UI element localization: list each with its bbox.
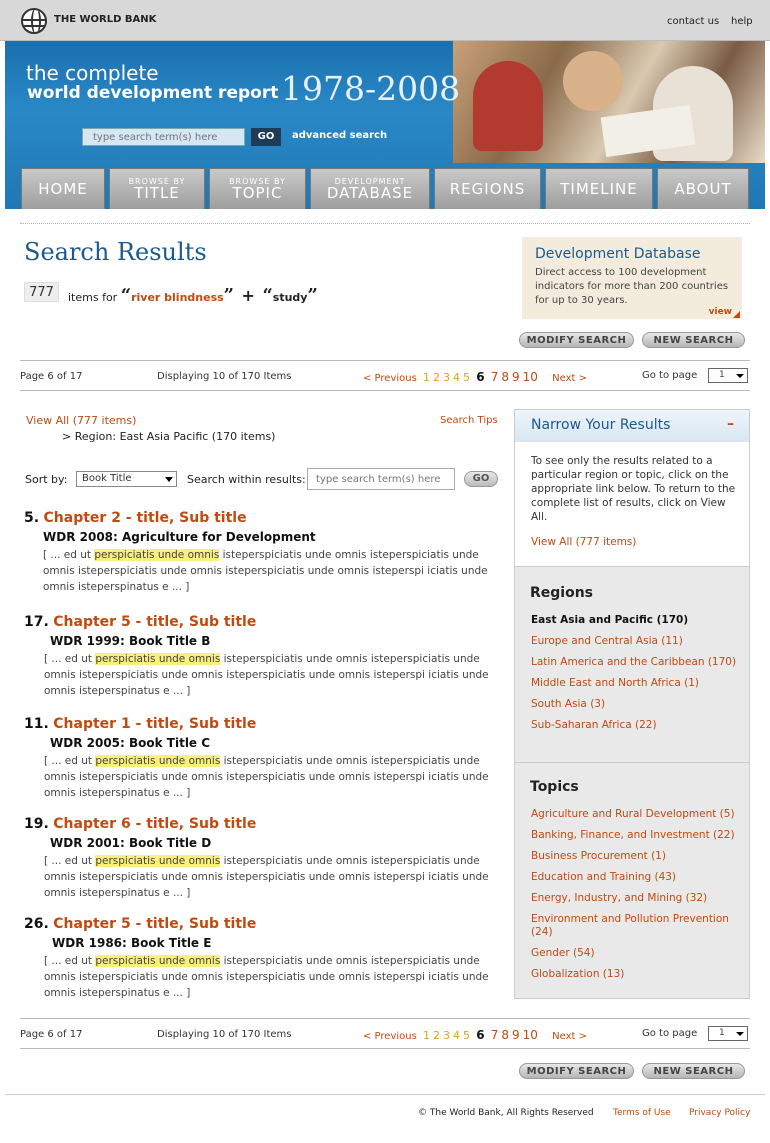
page-link[interactable]: 10 <box>522 370 538 384</box>
promo-view-link[interactable]: view <box>708 307 732 317</box>
region-link[interactable]: Middle East and North Africa (1) <box>531 677 699 689</box>
topic-link[interactable]: Business Procurement (1) <box>531 850 666 862</box>
tab-label: ABOUT <box>674 180 732 198</box>
divider <box>5 1094 765 1095</box>
result-snippet <box>44 853 499 901</box>
quote-close: ” <box>223 285 235 306</box>
page-link[interactable]: 5 <box>463 1029 471 1042</box>
result-item <box>24 916 499 1001</box>
privacy-policy-link[interactable]: Privacy Policy <box>689 1108 751 1118</box>
narrow-header[interactable] <box>515 410 749 442</box>
snippet-text: isteperspiciatis unde omnis isteperspiciatis unde omnis isteperspiciatis unde omnis isteperspiciatis unde omnis isteperspi iciatis unde omnis isteperspinatus e ... ] <box>43 549 488 593</box>
tab-label: TOPIC <box>232 184 283 202</box>
site-years: 1978-2008 <box>281 69 461 108</box>
result-book-title: WDR 1986: Book Title E <box>52 936 212 950</box>
snippet-text: isteperspiciatis unde omnis isteperspiciatis unde omnis isteperspiciatis unde omnis isteperspiciatis unde omnis isteperspi iciatis unde omnis isteperspinatus e ... ] <box>44 955 489 999</box>
display-info: Displaying 10 of 170 Items <box>157 1029 292 1040</box>
narrow-intro <box>515 442 749 566</box>
result-snippet <box>44 953 499 1001</box>
narrow-instructions: To see only the results related to a particular region or topic, click on the appropriate link below. To return to the complete list of results, click on View All. <box>531 455 736 523</box>
quote-close: ” <box>307 285 318 306</box>
search-within-input[interactable] <box>307 468 455 490</box>
result-snippet <box>43 547 499 595</box>
topic-link[interactable]: Gender (54) <box>531 947 595 959</box>
result-item <box>24 510 499 595</box>
result-item <box>24 614 499 699</box>
page-link[interactable]: 1 <box>423 1029 431 1042</box>
divider <box>20 223 750 224</box>
main-nav <box>5 168 765 209</box>
topic-link[interactable]: Energy, Industry, and Mining (32) <box>531 892 708 904</box>
brand-name[interactable]: THE WORLD BANK <box>54 14 157 25</box>
prev-page-link[interactable]: < Previous <box>363 1031 417 1042</box>
region-link[interactable]: East Asia and Pacific (170) <box>531 614 689 626</box>
top-bar <box>0 0 770 41</box>
page-link[interactable]: 7 <box>490 370 499 384</box>
result-book-title: WDR 1999: Book Title B <box>50 634 211 648</box>
regions-list <box>531 614 741 740</box>
region-link[interactable]: Sub-Saharan Africa (22) <box>531 719 657 731</box>
result-title-link[interactable]: Chapter 6 - title, Sub title <box>53 816 257 832</box>
divider <box>20 360 750 361</box>
narrow-title: Narrow Your Results <box>531 417 671 433</box>
page-info: Page 6 of 17 <box>20 371 83 382</box>
goto-page-label: Go to page <box>642 370 698 381</box>
result-title-link[interactable]: Chapter 1 - title, Sub title <box>53 716 257 732</box>
items-for-label: items for <box>68 291 118 304</box>
page-link[interactable]: 3 <box>443 371 451 384</box>
page-link[interactable]: 1 <box>423 371 431 384</box>
tab-label: TITLE <box>134 184 180 202</box>
pagination <box>363 370 590 384</box>
page-link[interactable]: 8 <box>501 1028 510 1042</box>
region-link[interactable]: Latin America and the Caribbean (170) <box>531 656 737 668</box>
sort-select[interactable]: Book Title <box>76 471 177 487</box>
snippet-text: [ ... ed ut <box>43 549 95 561</box>
page-link[interactable]: 2 <box>433 1029 441 1042</box>
result-title-link[interactable]: Chapter 5 - title, Sub title <box>53 614 257 630</box>
world-bank-logo-icon[interactable] <box>21 8 47 34</box>
new-search-button[interactable]: NEW SEARCH <box>642 332 745 348</box>
copyright-text: © The World Bank, All Rights Reserved <box>418 1108 594 1118</box>
result-number: 5. <box>24 510 40 526</box>
quote-open: “ <box>120 285 132 306</box>
result-title-link[interactable]: Chapter 2 - title, Sub title <box>43 510 247 526</box>
query-summary <box>68 285 318 306</box>
snippet-highlight: perspiciatis unde omnis <box>95 755 221 767</box>
goto-page-select[interactable]: 1 <box>708 1026 748 1041</box>
snippet-highlight: perspiciatis unde omnis <box>94 549 220 561</box>
tab-timeline[interactable] <box>545 168 653 209</box>
search-go-button[interactable]: GO <box>251 128 281 146</box>
promo-text: Direct access to 100 development indicators for more than 200 countries for up to 30 years. <box>535 267 729 306</box>
next-page-link[interactable]: Next > <box>552 373 587 384</box>
site-title-line2: world development report <box>27 83 279 103</box>
goto-page-label: Go to page <box>642 1028 698 1039</box>
page-title: Search Results <box>24 238 207 266</box>
result-snippet <box>44 753 499 801</box>
next-page-link[interactable]: Next > <box>552 1031 587 1042</box>
snippet-text: [ ... ed ut <box>44 955 96 967</box>
region-link[interactable]: South Asia (3) <box>531 698 606 710</box>
page-link[interactable]: 9 <box>512 370 520 384</box>
snippet-text: [ ... ed ut <box>44 755 96 767</box>
tab-label: HOME <box>38 180 88 198</box>
topics-heading: Topics <box>530 779 579 795</box>
regions-heading: Regions <box>530 585 594 601</box>
narrow-results-sidebar <box>514 409 750 999</box>
plus-sign: + <box>241 286 255 305</box>
keyword-1: river blindness <box>131 291 224 304</box>
topic-link[interactable]: Banking, Finance, and Investment (22) <box>531 829 735 841</box>
divider <box>20 1048 750 1049</box>
collapse-icon[interactable]: – <box>727 416 734 432</box>
divider <box>20 390 750 391</box>
divider <box>515 566 749 567</box>
result-number: 26. <box>24 916 49 932</box>
pagination <box>363 1028 590 1042</box>
page-link[interactable]: 4 <box>453 371 461 384</box>
corner-arrow-icon <box>733 311 740 318</box>
region-link[interactable]: Europe and Central Asia (11) <box>531 635 683 647</box>
page-info: Page 6 of 17 <box>20 1029 83 1040</box>
result-book-title: WDR 2008: Agriculture for Development <box>43 530 316 544</box>
tab-browse-title[interactable] <box>109 168 205 209</box>
tab-sublabel: BROWSE BY <box>128 177 186 186</box>
view-all-link[interactable]: View All (777 items) <box>26 414 137 427</box>
modify-search-button[interactable]: MODIFY SEARCH <box>519 332 634 348</box>
sidebar-view-all-link[interactable]: View All (777 items) <box>531 536 637 548</box>
snippet-highlight: perspiciatis unde omnis <box>95 653 221 665</box>
display-info: Displaying 10 of 170 Items <box>157 371 292 382</box>
tab-development-database[interactable] <box>310 168 430 209</box>
snippet-text: isteperspiciatis unde omnis isteperspiciatis unde omnis isteperspiciatis unde omnis isteperspiciatis unde omnis isteperspi iciatis unde omnis isteperspinatus e ... ] <box>44 855 489 899</box>
search-tips-link[interactable]: Search Tips <box>440 415 498 426</box>
page-link[interactable]: 9 <box>512 1028 520 1042</box>
new-search-button[interactable]: NEW SEARCH <box>642 1063 745 1079</box>
quote-open: “ <box>262 285 273 306</box>
page-link[interactable]: 7 <box>490 1028 499 1042</box>
tab-sublabel: BROWSE BY <box>229 177 286 186</box>
tab-label: TIMELINE <box>560 180 638 198</box>
active-region-filter: > Region: East Asia Pacific (170 items) <box>62 430 276 443</box>
result-item <box>24 816 499 901</box>
help-link[interactable]: help <box>731 16 753 27</box>
result-title-link[interactable]: Chapter 5 - title, Sub title <box>53 916 257 932</box>
page-link[interactable]: 8 <box>501 370 510 384</box>
result-number: 19. <box>24 816 49 832</box>
current-page: 6 <box>476 1028 485 1042</box>
snippet-highlight: perspiciatis unde omnis <box>95 955 221 967</box>
page-link[interactable]: 3 <box>443 1029 451 1042</box>
divider <box>515 762 749 763</box>
search-input[interactable] <box>82 128 245 146</box>
page-link[interactable]: 2 <box>433 371 441 384</box>
site-title-line1: the complete <box>26 61 159 85</box>
tab-label: REGIONS <box>449 180 526 198</box>
topic-link[interactable]: Agriculture and Rural Development (5) <box>531 808 735 820</box>
sort-label: Sort by: <box>25 473 68 486</box>
search-within-go-button[interactable]: GO <box>464 471 498 487</box>
snippet-text: [ ... ed ut <box>44 855 96 867</box>
goto-page-select[interactable]: 1 <box>708 368 748 383</box>
result-book-title: WDR 2001: Book Title D <box>50 836 212 850</box>
page-link[interactable]: 4 <box>453 1029 461 1042</box>
tab-browse-topic[interactable] <box>209 168 306 209</box>
keyword-2: study <box>272 291 308 304</box>
snippet-text: isteperspiciatis unde omnis isteperspiciatis unde omnis isteperspiciatis unde omnis isteperspiciatis unde omnis isteperspi iciatis unde omnis isteperspinatus e ... ] <box>44 653 489 697</box>
topic-link[interactable]: Globalization (13) <box>531 968 625 980</box>
development-database-promo[interactable] <box>522 237 742 319</box>
result-book-title: WDR 2005: Book Title C <box>50 736 211 750</box>
search-within-label: Search within results: <box>187 473 306 486</box>
terms-of-use-link[interactable]: Terms of Use <box>613 1108 671 1118</box>
tab-sublabel: DEVELOPMENT <box>334 177 406 186</box>
tab-label: DATABASE <box>326 184 414 202</box>
tab-home[interactable] <box>21 168 105 209</box>
page-link[interactable]: 5 <box>463 371 471 384</box>
result-count: 777 <box>24 282 59 302</box>
tab-about[interactable] <box>657 168 749 209</box>
result-number: 11. <box>24 716 49 732</box>
result-item <box>24 716 499 801</box>
topic-link[interactable]: Environment and Pollution Prevention (24) <box>531 913 729 938</box>
tab-regions[interactable] <box>434 168 541 209</box>
prev-page-link[interactable]: < Previous <box>363 373 417 384</box>
divider <box>20 1018 750 1019</box>
current-page: 6 <box>476 370 485 384</box>
header-photo <box>453 41 765 163</box>
advanced-search-link[interactable]: advanced search <box>292 130 388 141</box>
topic-link[interactable]: Education and Training (43) <box>531 871 677 883</box>
page-link[interactable]: 10 <box>522 1028 538 1042</box>
result-snippet <box>44 651 499 699</box>
snippet-highlight: perspiciatis unde omnis <box>95 855 221 867</box>
topics-list <box>531 808 741 989</box>
modify-search-button[interactable]: MODIFY SEARCH <box>519 1063 634 1079</box>
promo-title: Development Database <box>535 246 701 262</box>
snippet-text: [ ... ed ut <box>44 653 96 665</box>
contact-us-link[interactable]: contact us <box>667 16 720 27</box>
snippet-text: isteperspiciatis unde omnis isteperspiciatis unde omnis isteperspiciatis unde omnis isteperspiciatis unde omnis isteperspi iciatis unde omnis isteperspinatus e ... ] <box>44 755 489 799</box>
result-number: 17. <box>24 614 49 630</box>
